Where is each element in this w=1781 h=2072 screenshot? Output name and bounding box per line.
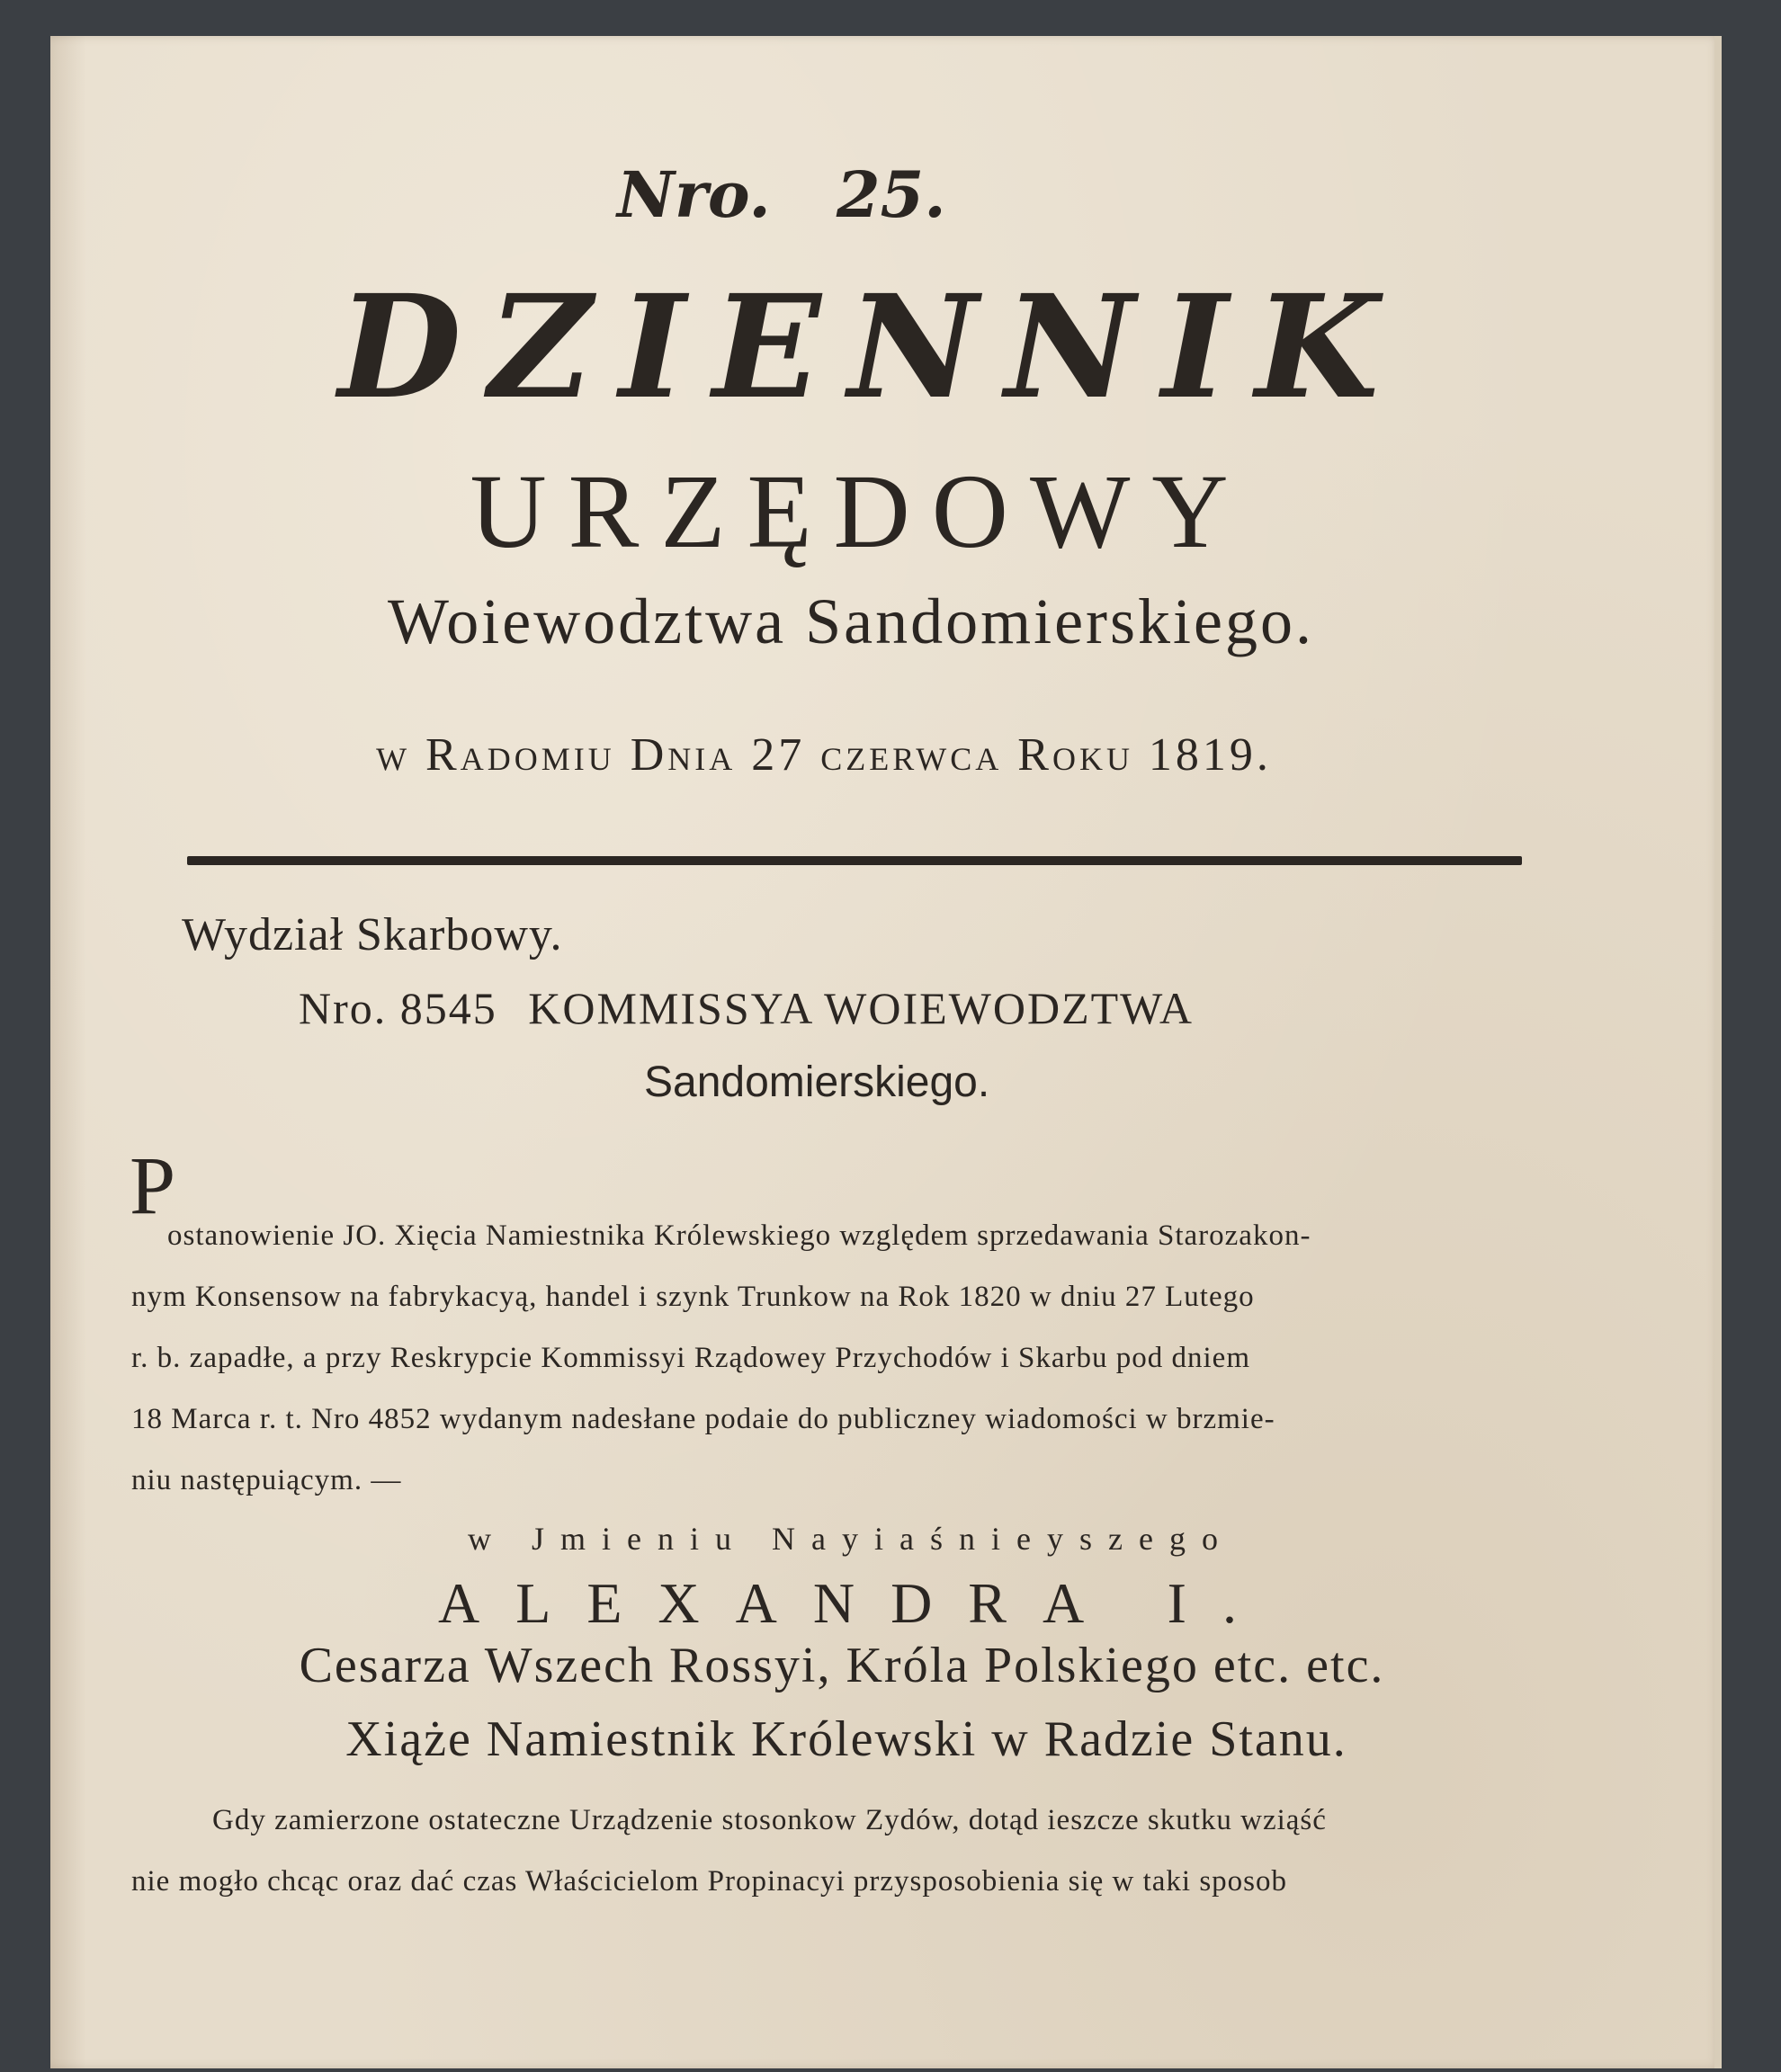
paragraph-2-line: Gdy zamierzone ostateczne Urządzenie stosonkow Zydów, dotąd ieszcze skutku wziąść — [212, 1804, 1327, 1836]
paragraph-1-line: niu następuiącym. — — [131, 1464, 402, 1496]
masthead-region: Woiewodztwa Sandomierskiego. — [388, 585, 1314, 657]
department-heading: Wydział Skarbowy. — [182, 909, 563, 960]
paragraph-1 — [131, 1205, 1562, 1511]
newspaper-page — [50, 36, 1722, 2068]
header-rule — [187, 856, 1522, 865]
issue-number-value: 25. — [836, 157, 946, 232]
paragraph-1-line: r. b. zapadłe, a przy Reskrypcie Kommissyi Rządowey Przychodów i Skarbu pod dniem — [131, 1342, 1250, 1374]
paragraph-1-line: 18 Marca r. t. Nro 4852 wydanym nadesłane podaie do publiczney wiadomości w brzmie- — [131, 1403, 1275, 1435]
paragraph-2-line: nie mogło chcąc oraz dać czas Właścicielom Propinacyi przysposobienia się w taki sposob — [131, 1865, 1288, 1898]
issue-number-label: Nro. — [617, 157, 771, 232]
paragraph-2 — [131, 1790, 1562, 1912]
page-edge — [1714, 36, 1722, 2068]
masthead-subtitle: URZĘDOWY — [470, 452, 1250, 570]
decree-number: Nro. 8545 — [299, 983, 497, 1033]
invocation: w Jmieniu Nayiaśnieyszego — [468, 1521, 1234, 1557]
masthead-title: DZIENNIK — [338, 264, 1406, 431]
paragraph-1-line: nym Konsensow na fabrykacyą, handel i szynk Trunkow na Rok 1820 w dniu 27 Lutego — [131, 1281, 1255, 1313]
dateline: w Radomiu Dnia 27 czerwca Roku 1819. — [376, 729, 1272, 781]
commission-region: Sandomierskiego. — [644, 1058, 990, 1106]
emperor-name: ALEXANDRA I. — [438, 1571, 1273, 1635]
drop-cap: P — [130, 1139, 176, 1231]
commission-name: KOMMISSYA WOIEWODZTWA — [528, 983, 1194, 1033]
issue-number — [617, 157, 946, 232]
paragraph-1-line: ostanowienie JO. Xięcia Namiestnika Królewskiego względem sprzedawania Starozakon- — [167, 1219, 1311, 1252]
commission-heading — [299, 982, 1194, 1034]
imperial-titles: Cesarza Wszech Rossyi, Króla Polskiego etc. etc. — [299, 1638, 1385, 1693]
viceroy-title: Xiąże Namiestnik Królewski w Radzie Stanu. — [345, 1711, 1347, 1767]
